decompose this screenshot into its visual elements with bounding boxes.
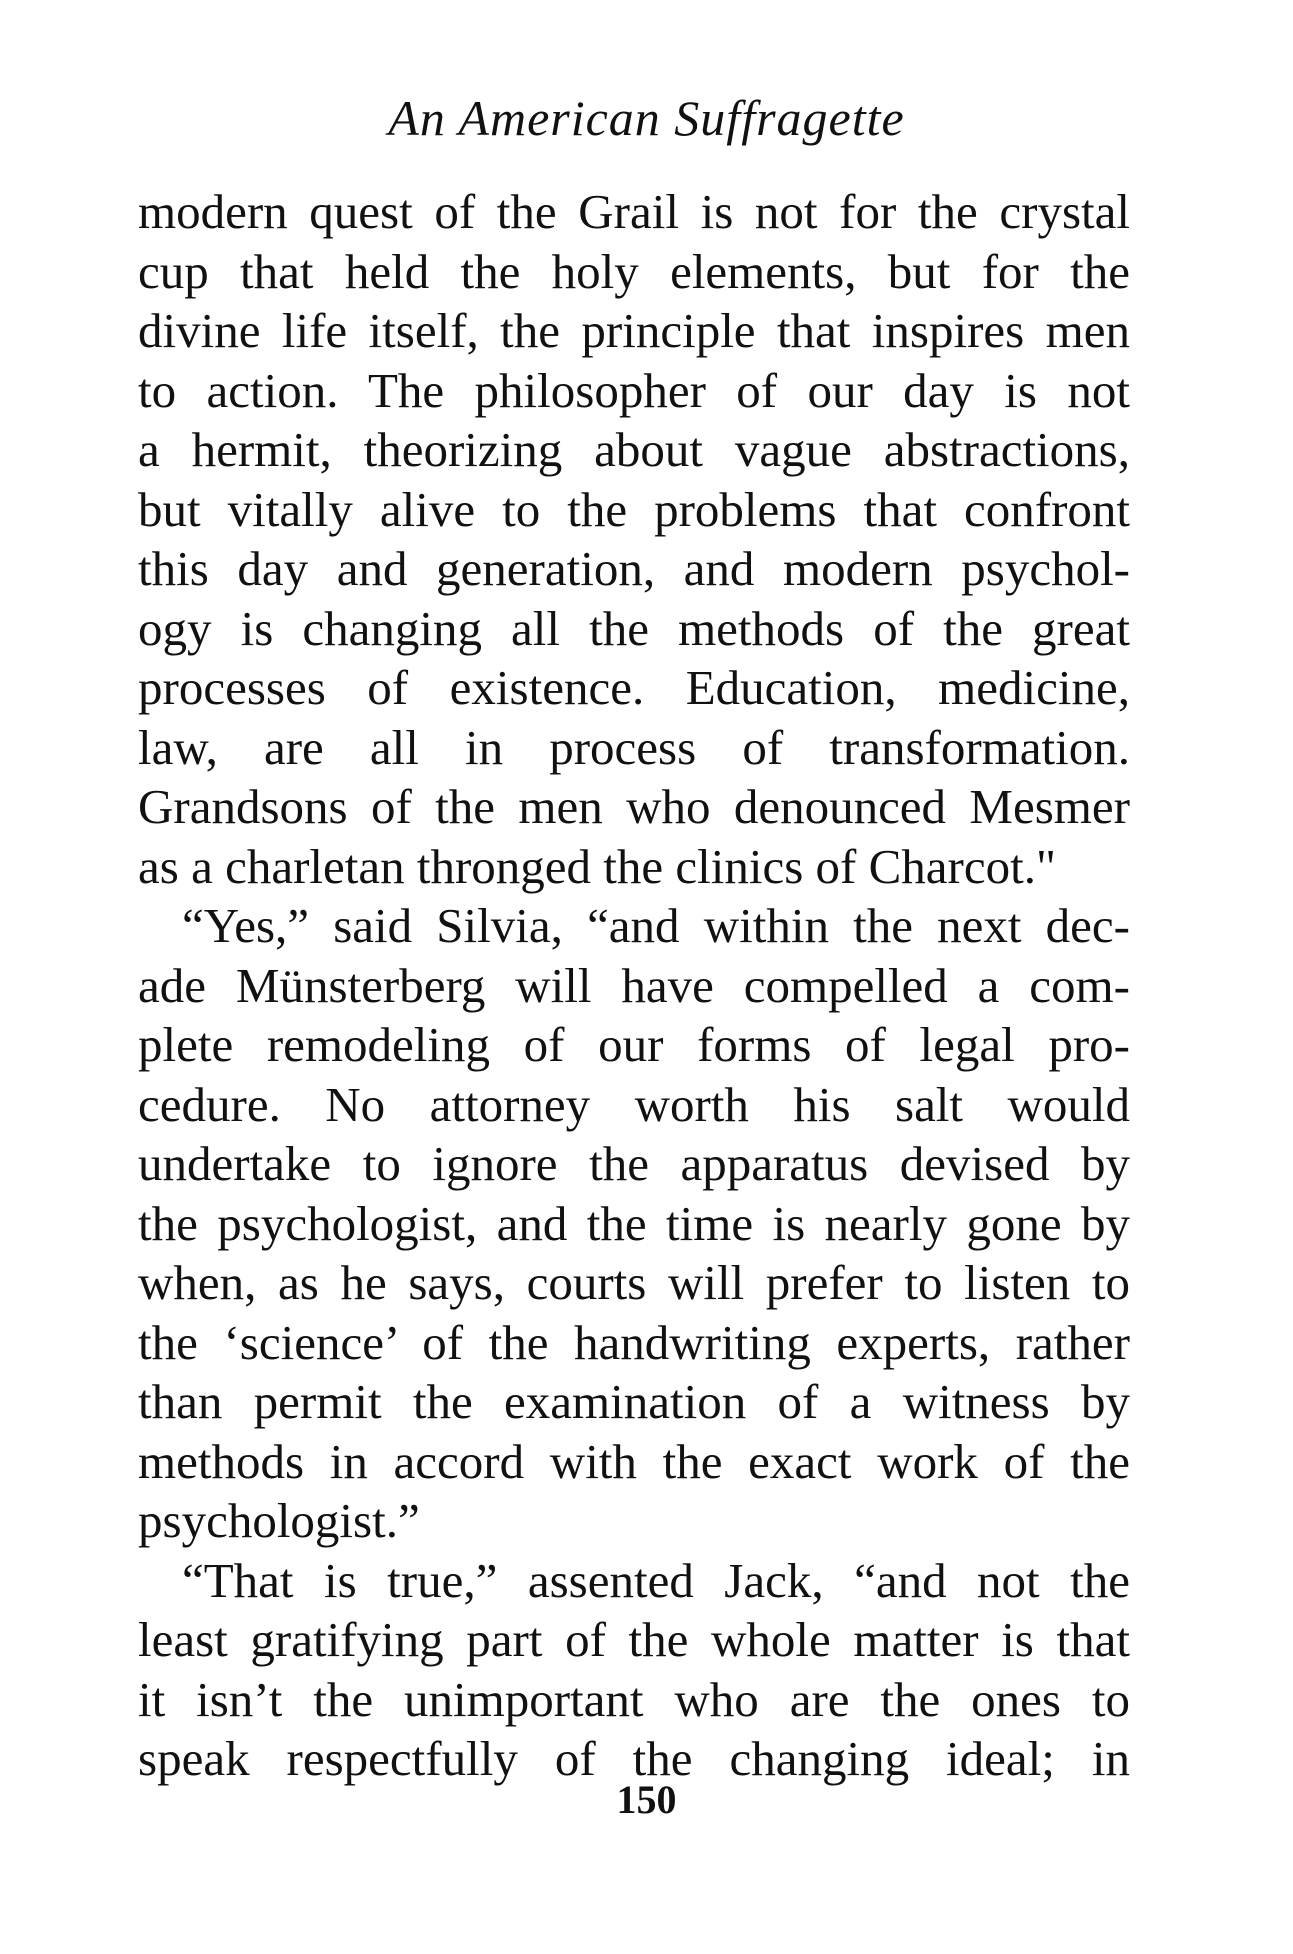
text-line: methods in accord with the exact work of the bbox=[138, 1433, 1130, 1489]
text-line: psychologist.” bbox=[138, 1493, 420, 1548]
text-line: law, are all in process of transformation. bbox=[138, 719, 1130, 775]
text-line: it isn’t the unimportant who are the ones to bbox=[138, 1671, 1130, 1727]
text-line: cedure. No attorney worth his salt would bbox=[138, 1076, 1130, 1132]
text-line: this day and generation, and modern psychol- bbox=[138, 541, 1130, 596]
text-line: “That is true,” assented Jack, “and not the bbox=[182, 1552, 1130, 1608]
text-line: the ‘science’ of the handwriting experts, rather bbox=[138, 1314, 1130, 1370]
running-head: An American Suffragette bbox=[388, 90, 905, 146]
text-line: divine life itself, the principle that inspires men bbox=[138, 303, 1130, 358]
text-line: processes of existence. Education, medicine, bbox=[138, 660, 1130, 715]
text-line: the psychologist, and the time is nearly gone by bbox=[138, 1195, 1130, 1251]
text-line: least gratifying part of the whole matter is that bbox=[138, 1612, 1130, 1667]
page-number: 150 bbox=[616, 1777, 677, 1822]
text-line: ade Münsterberg will have compelled a com- bbox=[138, 957, 1130, 1013]
text-line: when, as he says, courts will prefer to listen to bbox=[138, 1255, 1130, 1310]
text-line: modern quest of the Grail is not for the crystal bbox=[138, 184, 1130, 239]
text-line: cup that held the holy elements, but for the bbox=[138, 243, 1130, 299]
text-line: ogy is changing all the methods of the great bbox=[138, 600, 1130, 656]
text-line: than permit the examination of a witness by bbox=[138, 1374, 1130, 1429]
text-line: but vitally alive to the problems that confront bbox=[138, 481, 1130, 537]
text-line: plete remodeling of our forms of legal pro- bbox=[138, 1017, 1130, 1072]
text-line: as a charletan thronged the clinics of Charcot." bbox=[138, 838, 1056, 894]
text-line: speak respectfully of the changing ideal; in bbox=[138, 1731, 1130, 1786]
text-line: to action. The philosopher of our day is not bbox=[138, 362, 1130, 418]
text-line: a hermit, theorizing about vague abstractions, bbox=[138, 422, 1130, 477]
body-text bbox=[138, 182, 1130, 1789]
text-line: Grandsons of the men who denounced Mesmer bbox=[138, 779, 1130, 834]
text-line: undertake to ignore the apparatus devised by bbox=[138, 1136, 1130, 1191]
text-line: “Yes,” said Silvia, “and within the next dec- bbox=[182, 898, 1130, 953]
